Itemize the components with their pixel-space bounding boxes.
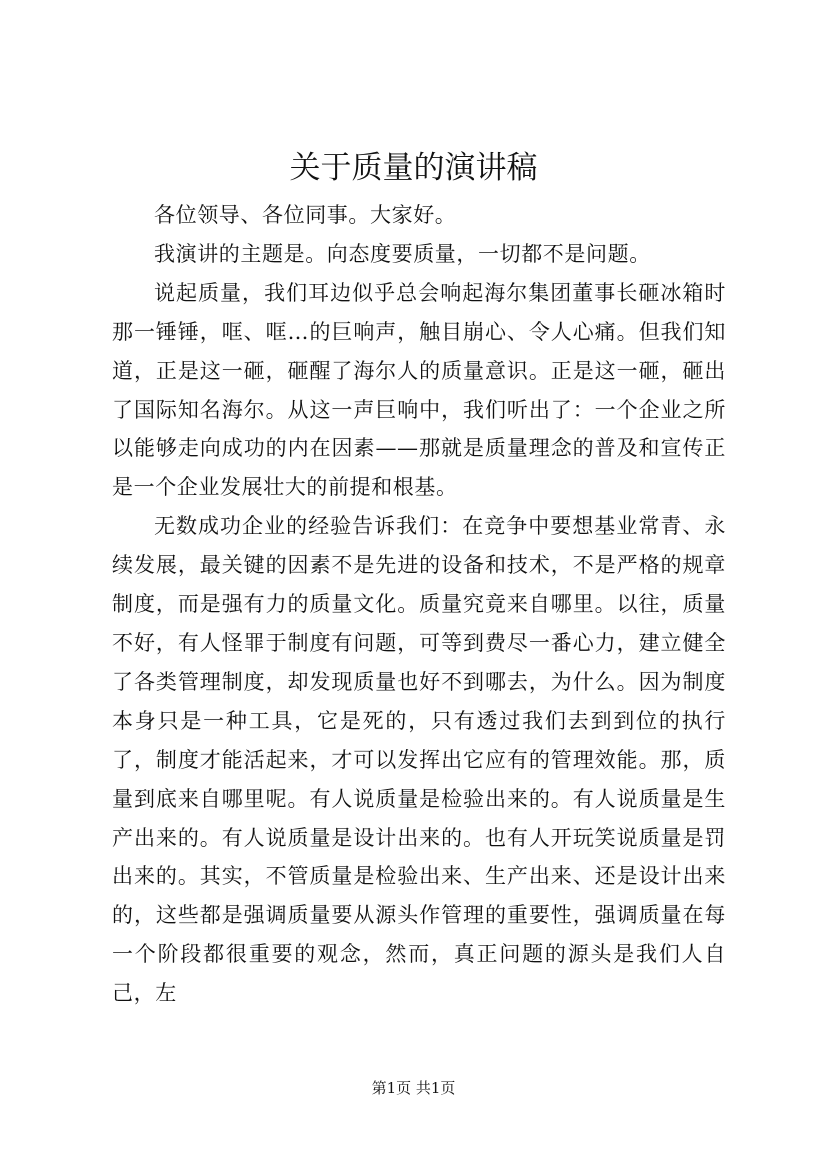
paragraph-quality-culture: 无数成功企业的经验告诉我们：在竞争中要想基业常青、永续发展，最关键的因素不是先进的设备和技术，不是严格的规章制度，而是强有力的质量文化。质量究竟来自哪里。以往，质量不好，有人怪罪于制度有问题，可等到费尽一番心力，建立健全了各类管理制度，却发现质量也好不到哪去，为什么。因为制度本身只是一种工具，它是死的，只有透过我们去到到位的执行了，制度才能活起来，才可以发挥出它应有的管理效能。那，质量到底来自哪里呢。有人说质量是检验出来的。有人说质量是生产出来的。有人说质量是设计出来的。也有人开玩笑说质量是罚出来的。其实，不管质量是检验出来、生产出来、还是设计出来的，这些都是强调质量要从源头作管理的重要性，强调质量在每一个阶段都很重要的观念，然而，真正问题的源头是我们人自己，左 xyxy=(112,514,726,1006)
paragraph-greeting: 各位领导、各位同事。大家好。 xyxy=(154,203,457,227)
paragraph-theme: 我演讲的主题是。向态度要质量，一切都不是问题。 xyxy=(154,241,651,266)
document-title: 关于质量的演讲稿 xyxy=(289,150,538,186)
page-footer: 第1页 共1页 xyxy=(371,1079,456,1097)
paragraph-haier: 说起质量，我们耳边似乎总会响起海尔集团董事长砸冰箱时那一锤锤，哐、哐…的巨响声，触目崩心、令人心痛。但我们知道，正是这一砸，砸醒了海尔人的质量意识。正是这一砸，砸出了国际知名海尔。从这一声巨响中，我们听出了：一个企业之所以能够走向成功的内在因素——那就是质量理念的普及和宣传正是一个企业发展壮大的前提和根基。 xyxy=(112,280,726,500)
document-body xyxy=(112,196,726,1013)
